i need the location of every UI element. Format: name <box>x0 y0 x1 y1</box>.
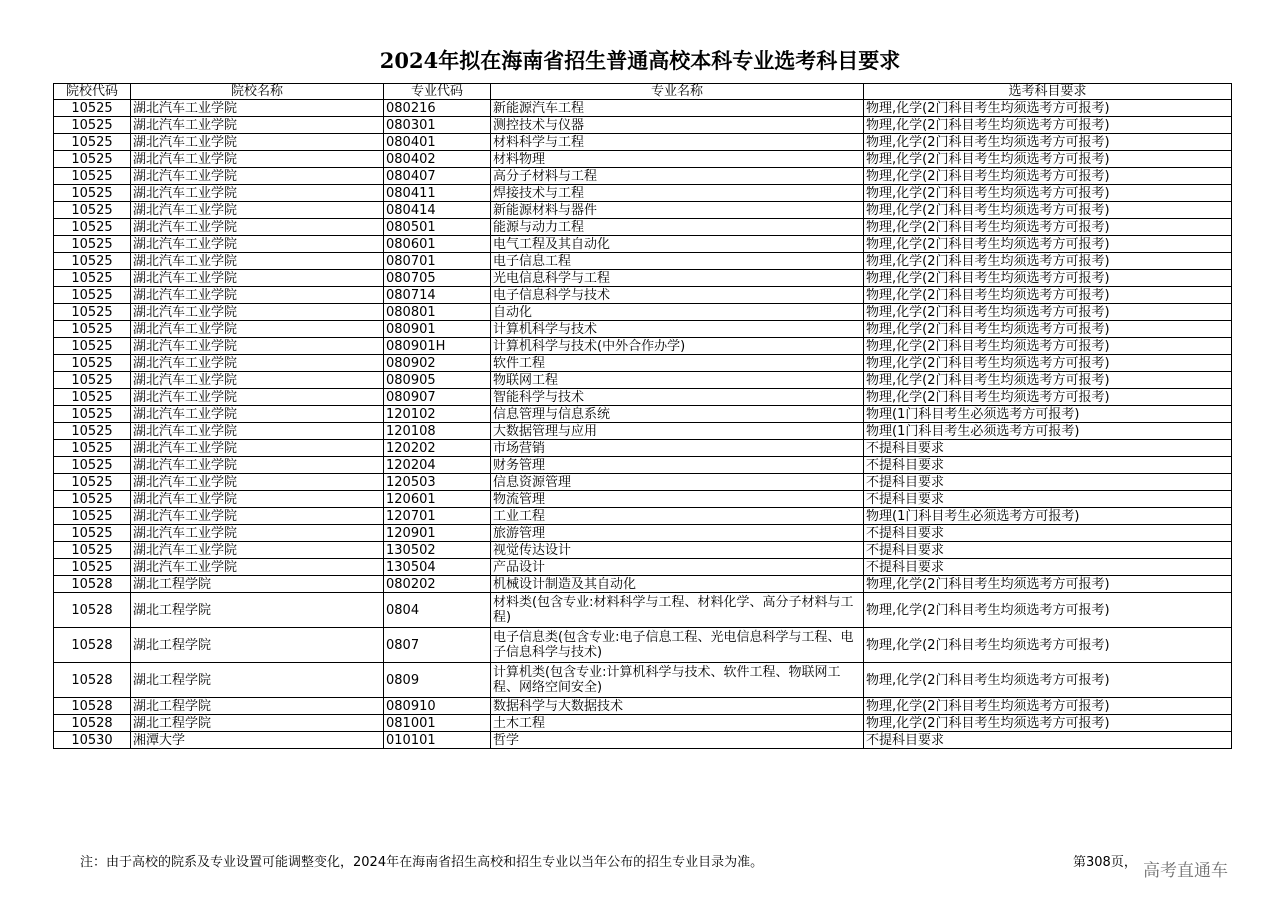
subject-requirement-cell: 不提科目要求 <box>864 491 1232 508</box>
school-code-cell: 10525 <box>54 185 131 202</box>
major-code-cell: 120204 <box>384 457 491 474</box>
school-code-cell: 10525 <box>54 219 131 236</box>
school-name-cell: 湖北汽车工业学院 <box>131 372 384 389</box>
subject-requirement-cell: 物理,化学(2门科目考生均须选考方可报考) <box>864 628 1232 663</box>
table-row <box>54 440 1232 457</box>
major-code-cell: 080401 <box>384 134 491 151</box>
major-name-cell: 光电信息科学与工程 <box>491 270 864 287</box>
subject-requirement-cell: 物理,化学(2门科目考生均须选考方可报考) <box>864 100 1232 117</box>
major-code-cell: 080301 <box>384 117 491 134</box>
table-row <box>54 732 1232 749</box>
major-code-cell: 080414 <box>384 202 491 219</box>
table-row <box>54 559 1232 576</box>
school-code-cell: 10528 <box>54 715 131 732</box>
major-code-cell: 120108 <box>384 423 491 440</box>
major-name-cell: 电子信息类(包含专业:电子信息工程、光电信息科学与工程、电子信息科学与技术) <box>491 628 864 663</box>
table-row <box>54 525 1232 542</box>
school-code-cell: 10525 <box>54 457 131 474</box>
school-name-cell: 湖北汽车工业学院 <box>131 491 384 508</box>
school-name-cell: 湖北汽车工业学院 <box>131 304 384 321</box>
major-code-cell: 080601 <box>384 236 491 253</box>
table-row <box>54 287 1232 304</box>
major-name-cell: 材料类(包含专业:材料科学与工程、材料化学、高分子材料与工程) <box>491 593 864 628</box>
table-row <box>54 423 1232 440</box>
school-name-cell: 湖北汽车工业学院 <box>131 355 384 372</box>
major-code-cell: 130504 <box>384 559 491 576</box>
major-name-cell: 哲学 <box>491 732 864 749</box>
major-name-cell: 工业工程 <box>491 508 864 525</box>
subject-requirement-cell: 物理,化学(2门科目考生均须选考方可报考) <box>864 168 1232 185</box>
subject-requirement-cell: 物理,化学(2门科目考生均须选考方可报考) <box>864 593 1232 628</box>
major-name-cell: 软件工程 <box>491 355 864 372</box>
major-code-cell: 0809 <box>384 663 491 698</box>
page-title: 2024年拟在海南省招生普通高校本科专业选考科目要求 <box>379 48 901 73</box>
major-name-cell: 机械设计制造及其自动化 <box>491 576 864 593</box>
major-name-cell: 计算机类(包含专业:计算机科学与技术、软件工程、物联网工程、网络空间安全) <box>491 663 864 698</box>
major-name-cell: 产品设计 <box>491 559 864 576</box>
table-header-row <box>54 84 1232 100</box>
school-code-cell: 10525 <box>54 559 131 576</box>
major-code-cell: 0804 <box>384 593 491 628</box>
major-name-cell: 自动化 <box>491 304 864 321</box>
table-row <box>54 457 1232 474</box>
school-name-cell: 湖北汽车工业学院 <box>131 542 384 559</box>
major-code-cell: 120601 <box>384 491 491 508</box>
school-code-cell: 10525 <box>54 338 131 355</box>
major-name-cell: 财务管理 <box>491 457 864 474</box>
school-code-cell: 10525 <box>54 389 131 406</box>
major-code-cell: 081001 <box>384 715 491 732</box>
table-row <box>54 151 1232 168</box>
requirements-table <box>53 83 1232 749</box>
school-name-cell: 湖北汽车工业学院 <box>131 151 384 168</box>
subject-requirement-cell: 物理,化学(2门科目考生均须选考方可报考) <box>864 663 1232 698</box>
school-name-cell: 湖北工程学院 <box>131 663 384 698</box>
school-code-cell: 10525 <box>54 406 131 423</box>
table-row <box>54 253 1232 270</box>
school-code-cell: 10525 <box>54 355 131 372</box>
major-name-cell: 焊接技术与工程 <box>491 185 864 202</box>
subject-requirement-cell: 物理,化学(2门科目考生均须选考方可报考) <box>864 287 1232 304</box>
major-code-cell: 130502 <box>384 542 491 559</box>
major-code-cell: 080902 <box>384 355 491 372</box>
header-major-name: 专业名称 <box>491 84 864 100</box>
major-name-cell: 物流管理 <box>491 491 864 508</box>
major-name-cell: 电子信息工程 <box>491 253 864 270</box>
school-name-cell: 湖北工程学院 <box>131 698 384 715</box>
major-name-cell: 计算机科学与技术 <box>491 321 864 338</box>
school-code-cell: 10525 <box>54 253 131 270</box>
major-code-cell: 0807 <box>384 628 491 663</box>
school-name-cell: 湖北汽车工业学院 <box>131 457 384 474</box>
school-code-cell: 10525 <box>54 202 131 219</box>
subject-requirement-cell: 物理,化学(2门科目考生均须选考方可报考) <box>864 389 1232 406</box>
table-row <box>54 321 1232 338</box>
major-name-cell: 土木工程 <box>491 715 864 732</box>
major-name-cell: 电子信息科学与技术 <box>491 287 864 304</box>
major-code-cell: 080905 <box>384 372 491 389</box>
subject-requirement-cell: 物理,化学(2门科目考生均须选考方可报考) <box>864 236 1232 253</box>
table-row <box>54 593 1232 628</box>
school-name-cell: 湖北汽车工业学院 <box>131 525 384 542</box>
major-code-cell: 080901H <box>384 338 491 355</box>
table-row <box>54 542 1232 559</box>
major-code-cell: 010101 <box>384 732 491 749</box>
school-name-cell: 湖北汽车工业学院 <box>131 134 384 151</box>
school-name-cell: 湖北汽车工业学院 <box>131 559 384 576</box>
subject-requirement-cell: 不提科目要求 <box>864 559 1232 576</box>
table-row <box>54 474 1232 491</box>
major-name-cell: 高分子材料与工程 <box>491 168 864 185</box>
table-row <box>54 663 1232 698</box>
school-name-cell: 湖北汽车工业学院 <box>131 338 384 355</box>
major-name-cell: 新能源材料与器件 <box>491 202 864 219</box>
school-code-cell: 10525 <box>54 100 131 117</box>
school-name-cell: 湖北汽车工业学院 <box>131 253 384 270</box>
school-name-cell: 湖北汽车工业学院 <box>131 406 384 423</box>
major-name-cell: 旅游管理 <box>491 525 864 542</box>
school-code-cell: 10525 <box>54 508 131 525</box>
subject-requirement-cell: 不提科目要求 <box>864 525 1232 542</box>
table-row <box>54 491 1232 508</box>
subject-requirement-cell: 物理,化学(2门科目考生均须选考方可报考) <box>864 151 1232 168</box>
subject-requirement-cell: 物理,化学(2门科目考生均须选考方可报考) <box>864 219 1232 236</box>
major-code-cell: 080202 <box>384 576 491 593</box>
major-name-cell: 信息管理与信息系统 <box>491 406 864 423</box>
school-code-cell: 10525 <box>54 525 131 542</box>
school-code-cell: 10525 <box>54 372 131 389</box>
footnote: 注：由于高校的院系及专业设置可能调整变化，2024年在海南省招生高校和招生专业以当年公布的招生专业目录为准。 <box>80 855 764 870</box>
watermark: 高考直通车 <box>1143 861 1228 881</box>
school-code-cell: 10528 <box>54 593 131 628</box>
school-code-cell: 10528 <box>54 628 131 663</box>
table-row <box>54 304 1232 321</box>
subject-requirement-cell: 物理,化学(2门科目考生均须选考方可报考) <box>864 304 1232 321</box>
major-name-cell: 计算机科学与技术(中外合作办学) <box>491 338 864 355</box>
major-code-cell: 080901 <box>384 321 491 338</box>
major-code-cell: 080216 <box>384 100 491 117</box>
subject-requirement-cell: 不提科目要求 <box>864 457 1232 474</box>
major-name-cell: 智能科学与技术 <box>491 389 864 406</box>
school-name-cell: 湖北汽车工业学院 <box>131 219 384 236</box>
page-number: 第308页， <box>1073 855 1137 870</box>
subject-requirement-cell: 物理(1门科目考生必须选考方可报考) <box>864 406 1232 423</box>
school-code-cell: 10525 <box>54 474 131 491</box>
school-name-cell: 湖北工程学院 <box>131 593 384 628</box>
major-code-cell: 080701 <box>384 253 491 270</box>
major-code-cell: 120102 <box>384 406 491 423</box>
table-row <box>54 185 1232 202</box>
major-name-cell: 新能源汽车工程 <box>491 100 864 117</box>
school-name-cell: 湖北汽车工业学院 <box>131 185 384 202</box>
major-code-cell: 080411 <box>384 185 491 202</box>
header-major-code: 专业代码 <box>384 84 491 100</box>
subject-requirement-cell: 物理,化学(2门科目考生均须选考方可报考) <box>864 338 1232 355</box>
table-body <box>54 100 1232 749</box>
school-code-cell: 10525 <box>54 270 131 287</box>
subject-requirement-cell: 物理,化学(2门科目考生均须选考方可报考) <box>864 372 1232 389</box>
school-code-cell: 10525 <box>54 134 131 151</box>
major-code-cell: 080402 <box>384 151 491 168</box>
school-name-cell: 湖北汽车工业学院 <box>131 321 384 338</box>
school-name-cell: 湖北汽车工业学院 <box>131 270 384 287</box>
subject-requirement-cell: 物理,化学(2门科目考生均须选考方可报考) <box>864 134 1232 151</box>
table-row <box>54 508 1232 525</box>
subject-requirement-cell: 物理,化学(2门科目考生均须选考方可报考) <box>864 202 1232 219</box>
school-code-cell: 10528 <box>54 663 131 698</box>
school-code-cell: 10525 <box>54 304 131 321</box>
school-code-cell: 10525 <box>54 151 131 168</box>
school-name-cell: 湖北工程学院 <box>131 715 384 732</box>
major-name-cell: 数据科学与大数据技术 <box>491 698 864 715</box>
table-row <box>54 715 1232 732</box>
major-code-cell: 080714 <box>384 287 491 304</box>
header-school-code: 院校代码 <box>54 84 131 100</box>
subject-requirement-cell: 物理,化学(2门科目考生均须选考方可报考) <box>864 698 1232 715</box>
table-row <box>54 372 1232 389</box>
table-row <box>54 100 1232 117</box>
major-name-cell: 市场营销 <box>491 440 864 457</box>
subject-requirement-cell: 物理,化学(2门科目考生均须选考方可报考) <box>864 355 1232 372</box>
subject-requirement-cell: 物理(1门科目考生必须选考方可报考) <box>864 423 1232 440</box>
major-code-cell: 080910 <box>384 698 491 715</box>
school-code-cell: 10525 <box>54 491 131 508</box>
table-row <box>54 576 1232 593</box>
table-row <box>54 628 1232 663</box>
subject-requirement-cell: 物理,化学(2门科目考生均须选考方可报考) <box>864 253 1232 270</box>
school-name-cell: 湖北汽车工业学院 <box>131 474 384 491</box>
table-row <box>54 168 1232 185</box>
school-code-cell: 10525 <box>54 287 131 304</box>
school-name-cell: 湖北工程学院 <box>131 628 384 663</box>
table-row <box>54 236 1232 253</box>
subject-requirement-cell: 物理,化学(2门科目考生均须选考方可报考) <box>864 270 1232 287</box>
subject-requirement-cell: 不提科目要求 <box>864 542 1232 559</box>
school-code-cell: 10525 <box>54 440 131 457</box>
header-subject-requirement: 选考科目要求 <box>864 84 1232 100</box>
major-code-cell: 080705 <box>384 270 491 287</box>
school-name-cell: 湖北汽车工业学院 <box>131 287 384 304</box>
school-name-cell: 湘潭大学 <box>131 732 384 749</box>
major-name-cell: 材料物理 <box>491 151 864 168</box>
subject-requirement-cell: 不提科目要求 <box>864 440 1232 457</box>
table-row <box>54 698 1232 715</box>
major-name-cell: 视觉传达设计 <box>491 542 864 559</box>
major-code-cell: 120901 <box>384 525 491 542</box>
subject-requirement-cell: 不提科目要求 <box>864 474 1232 491</box>
school-code-cell: 10528 <box>54 576 131 593</box>
subject-requirement-cell: 物理,化学(2门科目考生均须选考方可报考) <box>864 185 1232 202</box>
school-code-cell: 10528 <box>54 698 131 715</box>
table-row <box>54 355 1232 372</box>
major-code-cell: 080501 <box>384 219 491 236</box>
major-name-cell: 物联网工程 <box>491 372 864 389</box>
major-name-cell: 信息资源管理 <box>491 474 864 491</box>
table-row <box>54 134 1232 151</box>
subject-requirement-cell: 物理,化学(2门科目考生均须选考方可报考) <box>864 715 1232 732</box>
subject-requirement-cell: 物理,化学(2门科目考生均须选考方可报考) <box>864 321 1232 338</box>
table-row <box>54 219 1232 236</box>
table-row <box>54 202 1232 219</box>
table-row <box>54 406 1232 423</box>
school-code-cell: 10530 <box>54 732 131 749</box>
major-code-cell: 080907 <box>384 389 491 406</box>
major-code-cell: 120202 <box>384 440 491 457</box>
major-name-cell: 能源与动力工程 <box>491 219 864 236</box>
major-code-cell: 080407 <box>384 168 491 185</box>
major-name-cell: 电气工程及其自动化 <box>491 236 864 253</box>
table-row <box>54 270 1232 287</box>
school-code-cell: 10525 <box>54 168 131 185</box>
major-code-cell: 120701 <box>384 508 491 525</box>
major-code-cell: 080801 <box>384 304 491 321</box>
school-name-cell: 湖北汽车工业学院 <box>131 117 384 134</box>
school-name-cell: 湖北汽车工业学院 <box>131 508 384 525</box>
school-name-cell: 湖北汽车工业学院 <box>131 440 384 457</box>
header-school-name: 院校名称 <box>131 84 384 100</box>
school-code-cell: 10525 <box>54 236 131 253</box>
school-code-cell: 10525 <box>54 117 131 134</box>
table-row <box>54 117 1232 134</box>
table-row <box>54 389 1232 406</box>
school-name-cell: 湖北汽车工业学院 <box>131 389 384 406</box>
school-code-cell: 10525 <box>54 321 131 338</box>
school-name-cell: 湖北汽车工业学院 <box>131 236 384 253</box>
major-name-cell: 材料科学与工程 <box>491 134 864 151</box>
school-code-cell: 10525 <box>54 423 131 440</box>
school-name-cell: 湖北汽车工业学院 <box>131 202 384 219</box>
subject-requirement-cell: 物理(1门科目考生必须选考方可报考) <box>864 508 1232 525</box>
subject-requirement-cell: 不提科目要求 <box>864 732 1232 749</box>
school-name-cell: 湖北汽车工业学院 <box>131 423 384 440</box>
table-row <box>54 338 1232 355</box>
major-name-cell: 测控技术与仪器 <box>491 117 864 134</box>
major-name-cell: 大数据管理与应用 <box>491 423 864 440</box>
school-name-cell: 湖北工程学院 <box>131 576 384 593</box>
major-code-cell: 120503 <box>384 474 491 491</box>
school-code-cell: 10525 <box>54 542 131 559</box>
subject-requirement-cell: 物理,化学(2门科目考生均须选考方可报考) <box>864 576 1232 593</box>
school-name-cell: 湖北汽车工业学院 <box>131 168 384 185</box>
school-name-cell: 湖北汽车工业学院 <box>131 100 384 117</box>
subject-requirement-cell: 物理,化学(2门科目考生均须选考方可报考) <box>864 117 1232 134</box>
requirements-table-container <box>53 83 1232 749</box>
